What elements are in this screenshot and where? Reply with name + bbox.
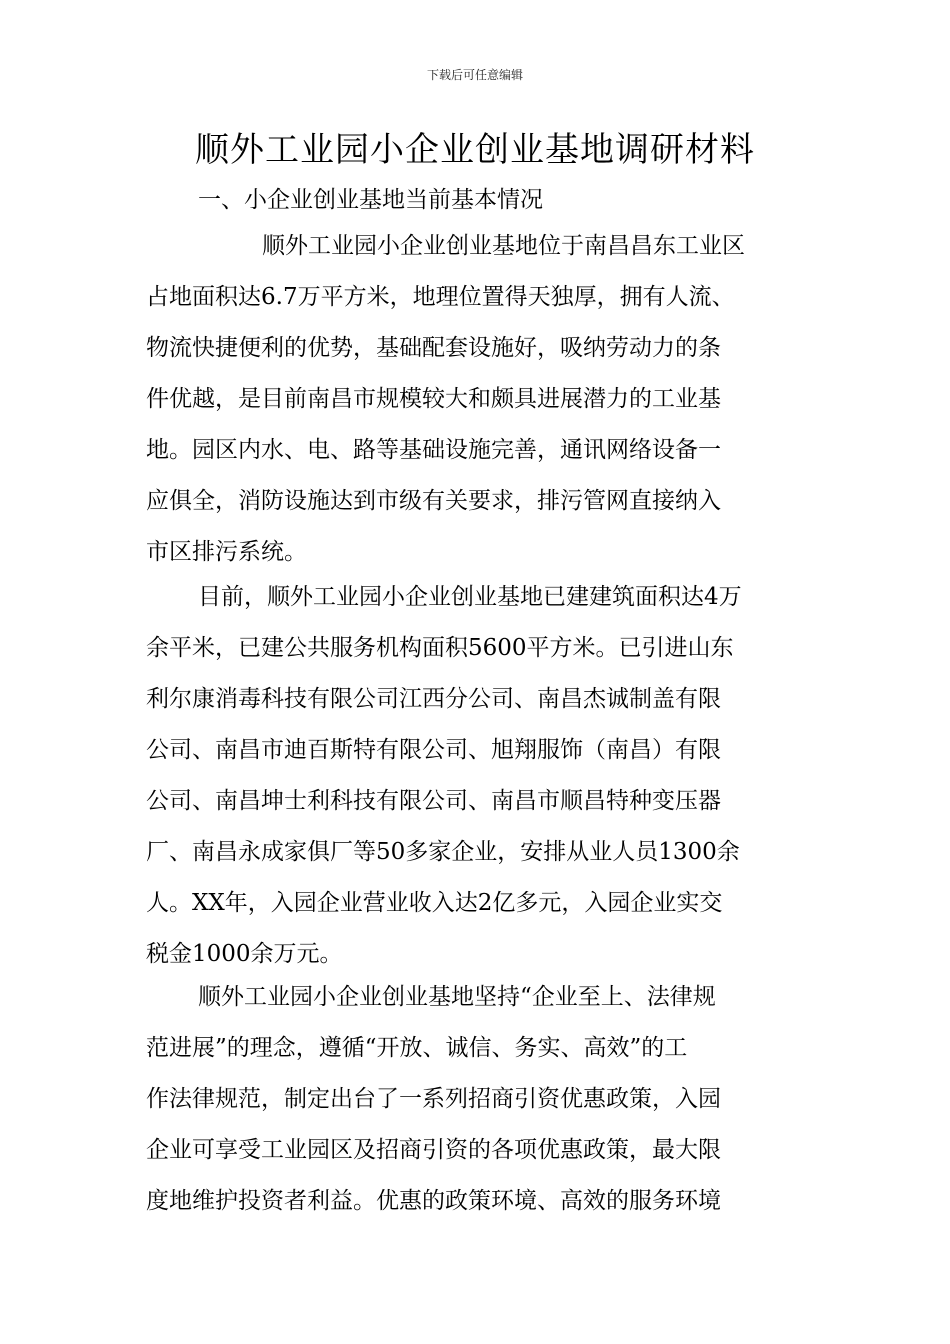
paragraph-line: 件优越，是目前南昌市规模较大和颇具进展潜力的工业基: [146, 386, 721, 412]
paragraph-1: [146, 221, 806, 578]
paragraph-line: 公司、南昌市迪百斯特有限公司、旭翔服饰（南昌）有限: [146, 737, 721, 763]
paragraph-line: 余平米，已建公共服务机构面积5600平方米。已引进山东: [146, 635, 734, 661]
paragraph-line: 作法律规范，制定出台了一系列招商引资优惠政策，入园: [146, 1086, 721, 1112]
paragraph-line: 企业可享受工业园区及招商引资的各项优惠政策，最大限: [146, 1137, 721, 1163]
paragraph-line: 市区排污系统。: [146, 539, 307, 565]
paragraph-3: [146, 972, 806, 1227]
document-title: 顺外工业园小企业创业基地调研材料: [195, 130, 755, 170]
paragraph-line: 应俱全，消防设施达到市级有关要求，排污管网直接纳入: [146, 488, 721, 514]
paragraph-line: 度地维护投资者利益。优惠的政策环境、高效的服务环境: [146, 1188, 721, 1214]
section-heading: 一、小企业创业基地当前基本情况: [198, 187, 543, 213]
paragraph-line: 人。XX年，入园企业营业收入达2亿多元，入园企业实交: [146, 890, 723, 916]
paragraph-line: 顺外工业园小企业创业基地坚持“企业至上、法律规: [198, 984, 716, 1010]
paragraph-line: 占地面积达6.7万平方米，地理位置得天独厚，拥有人流、: [146, 284, 735, 310]
paragraph-line: 厂、南昌永成家俱厂等50多家企业，安排从业人员1300余: [146, 839, 740, 865]
paragraph-line: 目前，顺外工业园小企业创业基地已建建筑面积达4万: [198, 584, 742, 610]
paragraph-line: 地。园区内水、电、路等基础设施完善，通讯网络设备一: [146, 437, 721, 463]
paragraph-line: 物流快捷便利的优势，基础配套设施好，吸纳劳动力的条: [146, 335, 721, 361]
paragraph-2: [146, 572, 806, 980]
paragraph-line: 税金1000余万元。: [146, 941, 343, 967]
paragraph-line: 公司、南昌坤士利科技有限公司、南昌市顺昌特种变压器: [146, 788, 721, 814]
paragraph-line: 范进展”的理念，遵循“开放、诚信、务实、高效”的工: [146, 1035, 688, 1061]
paragraph-line: 利尔康消毒科技有限公司江西分公司、南昌杰诚制盖有限: [146, 686, 721, 712]
header-note: 下载后可任意编辑: [426, 68, 523, 82]
paragraph-line: 顺外工业园小企业创业基地位于南昌昌东工业区: [262, 233, 745, 259]
